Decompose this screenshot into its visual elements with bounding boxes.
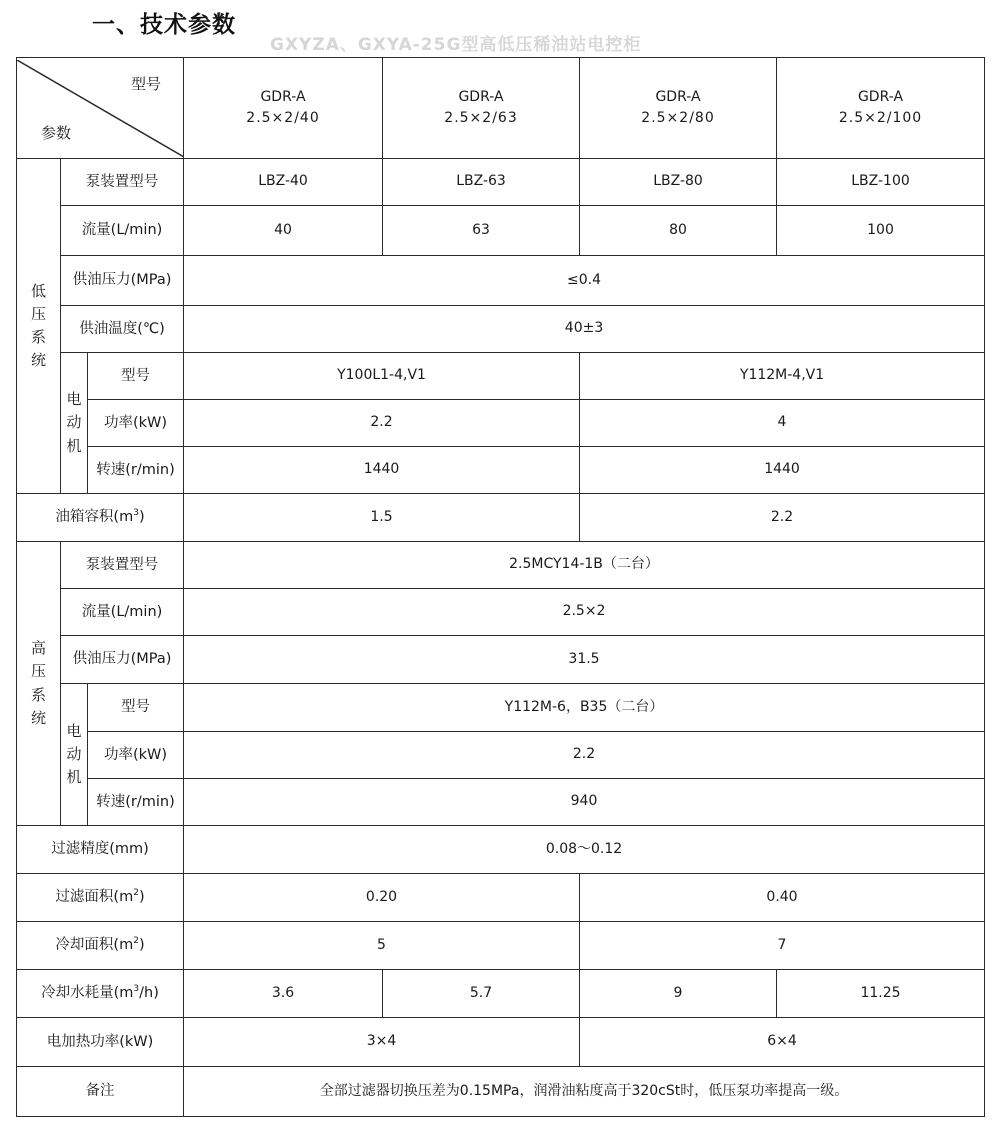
cell-value: 11.25 — [777, 970, 985, 1018]
cell-value: 2.5×2 — [184, 589, 985, 636]
low-motor-group-label: 电 动 机 — [61, 353, 88, 494]
high-flow-row — [17, 589, 985, 636]
model-name: GDR-A — [260, 88, 306, 105]
cell-value: 2.5MCY14-1B（二台） — [184, 542, 985, 589]
cell-value: 5.7 — [383, 970, 580, 1018]
low-pressure-row — [17, 256, 985, 306]
low-flow-row — [17, 206, 985, 256]
heater-row — [17, 1018, 985, 1067]
page-title: 一、技术参数 — [92, 12, 236, 38]
row-label: 转速(r/min) — [88, 779, 184, 826]
low-motor-speed-row — [17, 447, 985, 494]
filter-precision-row — [17, 826, 985, 874]
row-label: 供油压力(MPa) — [61, 636, 184, 684]
cell-value: 7 — [580, 922, 985, 970]
row-label: 型号 — [88, 684, 184, 732]
model-header-1 — [184, 58, 383, 159]
model-spec: 2.5×2/40 — [246, 110, 320, 126]
high-pressure-row — [17, 636, 985, 684]
filter-area-row — [17, 874, 985, 922]
cell-value: 4 — [580, 400, 985, 447]
low-temp-row — [17, 306, 985, 353]
cell-value: 0.20 — [184, 874, 580, 922]
row-label: 流量(L/min) — [61, 206, 184, 256]
header-diagonal-cell — [17, 58, 184, 159]
high-motor-power-row — [17, 732, 985, 779]
cell-value: 5 — [184, 922, 580, 970]
cell-value: 80 — [580, 206, 777, 256]
model-spec: 2.5×2/80 — [641, 110, 715, 126]
row-label: 流量(L/min) — [61, 589, 184, 636]
cell-value: 63 — [383, 206, 580, 256]
high-motor-speed-row — [17, 779, 985, 826]
cooling-area-row — [17, 922, 985, 970]
high-pump-row — [17, 542, 985, 589]
high-pressure-group-label: 高 压 系 统 — [17, 542, 61, 826]
cell-value: Y112M-4,V1 — [580, 353, 985, 400]
row-label: 功率(kW) — [88, 732, 184, 779]
row-label: 电加热功率(kW) — [17, 1018, 184, 1067]
high-motor-group-label: 电 动 机 — [61, 684, 88, 826]
row-label: 功率(kW) — [88, 400, 184, 447]
model-name: GDR-A — [655, 88, 701, 105]
model-name: GDR-A — [857, 88, 904, 105]
cell-value: 40 — [184, 206, 383, 256]
cell-value: 2.2 — [580, 494, 985, 542]
cell-value: 2.2 — [184, 400, 580, 447]
row-label: 供油压力(MPa) — [61, 256, 184, 306]
row-label: 转速(r/min) — [88, 447, 184, 494]
model-spec: 2.5×2/63 — [444, 110, 518, 126]
tech-spec-table — [16, 57, 985, 1117]
model-header-2 — [383, 58, 580, 159]
cell-value: LBZ-80 — [580, 159, 777, 206]
model-spec: 2.5×2/100 — [838, 110, 923, 126]
cell-value: LBZ-40 — [184, 159, 383, 206]
model-header-3 — [580, 58, 777, 159]
cell-value: LBZ-100 — [777, 159, 985, 206]
cell-value: 1440 — [184, 447, 580, 494]
row-label: 泵装置型号 — [61, 159, 184, 206]
row-label: 冷却面积$(m^2)$ — [17, 922, 184, 970]
header-row — [17, 58, 985, 159]
row-label: 泵装置型号 — [61, 542, 184, 589]
row-label: 备注 — [17, 1067, 184, 1117]
cell-value: 1440 — [580, 447, 985, 494]
row-label: 冷却水耗量$(m^3/h)$ — [17, 970, 184, 1018]
cell-value: Y100L1-4,V1 — [184, 353, 580, 400]
cell-value: ≤0.4 — [184, 256, 985, 306]
row-label: 型号 — [88, 353, 184, 400]
cell-value: 940 — [184, 779, 985, 826]
row-label: 油箱容积$(m^3)$ — [17, 494, 184, 542]
cell-value: 0.08～0.12 — [184, 826, 985, 874]
row-label: 过滤面积$(m^2)$ — [17, 874, 184, 922]
low-pressure-group-label: 低 压 系 统 — [17, 159, 61, 494]
row-label: 过滤精度(mm) — [17, 826, 184, 874]
cell-value: LBZ-63 — [383, 159, 580, 206]
tank-row — [17, 494, 985, 542]
remark-text: 全部过滤器切换压差为0.15MPa，润滑油粘度高于320cSt时，低压泵功率提高一级。 — [184, 1067, 985, 1117]
model-name: GDR-A — [458, 88, 504, 105]
model-header-4 — [777, 58, 985, 159]
background-watermark-text: GXYZA、GXYA-25G型高低压稀油站电控柜 — [270, 35, 642, 55]
cell-value: 40±3 — [184, 306, 985, 353]
cell-value: 3.6 — [184, 970, 383, 1018]
cell-value: 1.5 — [184, 494, 580, 542]
cell-value: Y112M-6，B35（二台） — [184, 684, 985, 732]
cell-value: 2.2 — [184, 732, 985, 779]
cell-value: 0.40 — [580, 874, 985, 922]
cell-value: 6×4 — [580, 1018, 985, 1067]
low-pump-row — [17, 159, 985, 206]
cell-value: 100 — [777, 206, 985, 256]
low-motor-model-row — [17, 353, 985, 400]
row-label: 供油温度(℃) — [61, 306, 184, 353]
header-model-label: 型号 — [131, 74, 162, 93]
low-motor-power-row — [17, 400, 985, 447]
cooling-water-row — [17, 970, 985, 1018]
cell-value: 9 — [580, 970, 777, 1018]
remark-row — [17, 1067, 985, 1117]
cell-value: 3×4 — [184, 1018, 580, 1067]
cell-value: 31.5 — [184, 636, 985, 684]
high-motor-model-row — [17, 684, 985, 732]
header-param-label: 参数 — [41, 123, 72, 142]
